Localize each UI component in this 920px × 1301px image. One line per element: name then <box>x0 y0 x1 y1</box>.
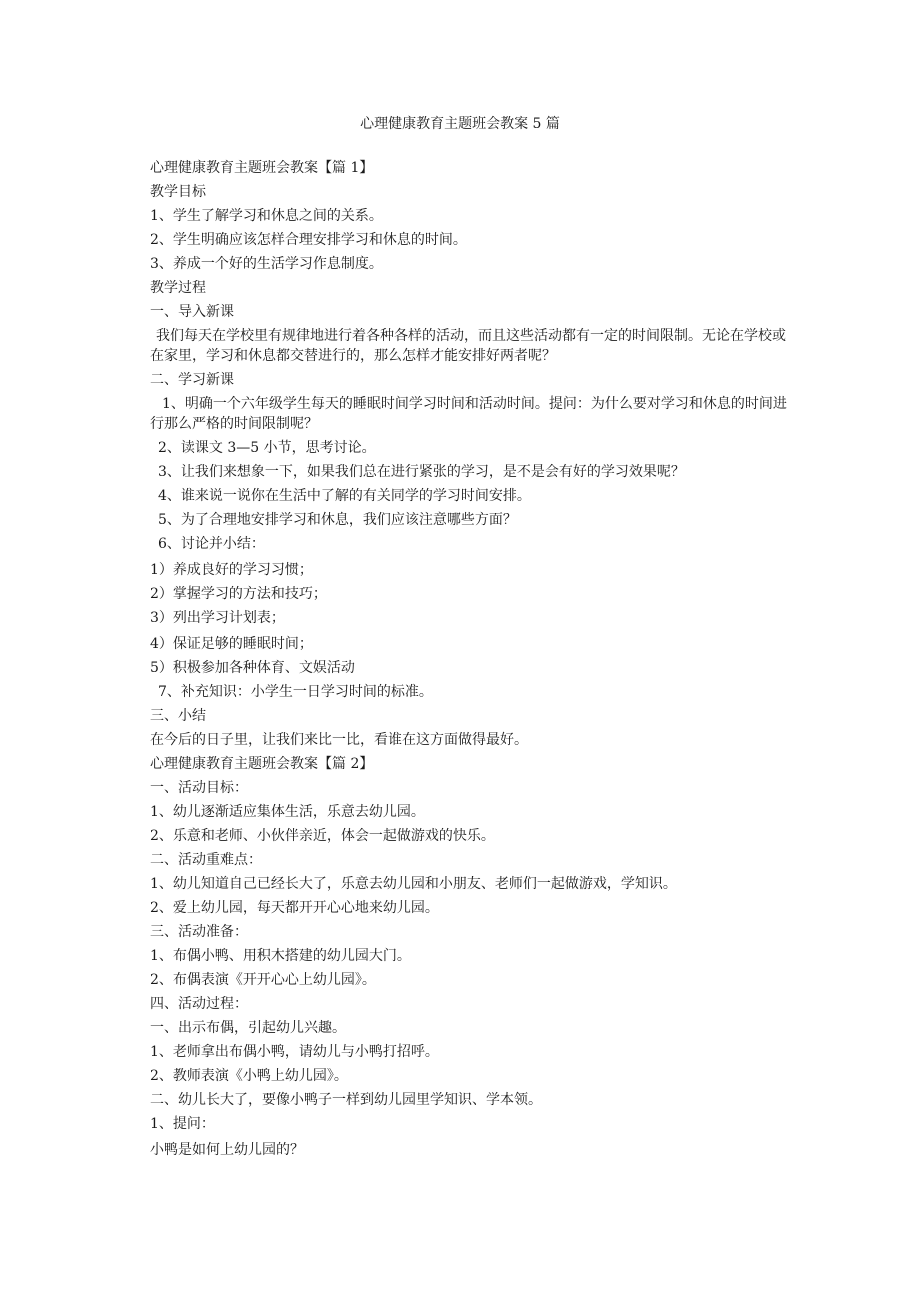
heading-teaching-goals: 教学目标 <box>150 184 206 200</box>
lesson-item-2: 2、读课文 3—5 小节，思考讨论。 <box>158 440 376 456</box>
lesson-item-6: 6、讨论并小结： <box>158 536 265 552</box>
summary-point-5: 5）积极参加各种体育、文娱活动 <box>150 660 355 676</box>
summary-point-1: 1）养成良好的学习习惯； <box>150 562 313 578</box>
activity-goal-2: 2、乐意和老师、小伙伴亲近，体会一起做游戏的快乐。 <box>150 828 495 844</box>
heading-teaching-process: 教学过程 <box>150 280 206 296</box>
goal-item-2: 2、学生明确应该怎样合理安排学习和休息的时间。 <box>150 232 467 248</box>
lesson-item-4: 4、谁来说一说你在生活中了解的有关同学的学习时间安排。 <box>158 488 531 504</box>
lesson-item-5: 5、为了合理地安排学习和休息，我们应该注意哪些方面？ <box>158 512 517 528</box>
heading-activity-goals: 一、活动目标： <box>150 780 248 796</box>
summary-paragraph: 在今后的日子里，让我们来比一比，看谁在这方面做得最好。 <box>150 732 528 748</box>
document-body <box>150 158 790 1164</box>
goal-item-1: 1、学生了解学习和休息之间的关系。 <box>150 208 383 224</box>
heading-intro: 一、导入新课 <box>150 304 234 320</box>
summary-point-3: 3）列出学习计划表； <box>150 610 285 626</box>
process-step-1-item-1: 1、老师拿出布偶小鸭，请幼儿与小鸭打招呼。 <box>150 1044 439 1060</box>
summary-point-2: 2）掌握学习的方法和技巧； <box>150 586 327 602</box>
heading-activity-process: 四、活动过程： <box>150 996 248 1012</box>
process-step-1-item-2: 2、教师表演《小鸭上幼儿园》。 <box>150 1068 348 1084</box>
process-step-1: 一、出示布偶，引起幼儿兴趣。 <box>150 1020 346 1036</box>
section-heading-part2: 心理健康教育主题班会教案【篇 2】 <box>150 756 374 772</box>
lesson-item-7: 7、补充知识：小学生一日学习时间的标准。 <box>158 684 433 700</box>
heading-key-points: 二、活动重难点： <box>150 852 262 868</box>
activity-goal-1: 1、幼儿逐渐适应集体生活，乐意去幼儿园。 <box>150 804 425 820</box>
key-point-2: 2、爱上幼儿园，每天都开开心心地来幼儿园。 <box>150 900 439 916</box>
intro-paragraph: 我们每天在学校里有规律地进行着各种各样的活动，而且这些活动都有一定的时间限制。无论在学校或在家里，学习和休息都交替进行的，那么怎样才能安排好两者呢？ <box>150 328 786 364</box>
document-title: 心理健康教育主题班会教案 5 篇 <box>360 116 560 132</box>
section-heading-part1: 心理健康教育主题班会教案【篇 1】 <box>150 160 374 176</box>
process-step-2-item-1: 1、提问： <box>150 1116 215 1132</box>
preparation-item-2: 2、布偶表演《开开心心上幼儿园》。 <box>150 972 376 988</box>
heading-new-lesson: 二、学习新课 <box>150 372 234 388</box>
lesson-item-1: 1、明确一个六年级学生每天的睡眠时间学习时间和活动时间。提问：为什么要对学习和休息的时间进行那么严格的时间限制呢？ <box>150 396 787 432</box>
question-line: 小鸭是如何上幼儿园的？ <box>150 1142 304 1158</box>
process-step-2: 二、幼儿长大了，要像小鸭子一样到幼儿园里学知识、学本领。 <box>150 1092 542 1108</box>
lesson-item-3: 3、让我们来想象一下，如果我们总在进行紧张的学习，是不是会有好的学习效果呢？ <box>158 464 685 480</box>
heading-summary: 三、小结 <box>150 708 206 724</box>
preparation-item-1: 1、布偶小鸭、用积木搭建的幼儿园大门。 <box>150 948 411 964</box>
heading-preparation: 三、活动准备： <box>150 924 248 940</box>
summary-point-4: 4）保证足够的睡眠时间； <box>150 636 313 652</box>
key-point-1: 1、幼儿知道自己已经长大了，乐意去幼儿园和小朋友、老师们一起做游戏，学知识。 <box>150 876 677 892</box>
goal-item-3: 3、养成一个好的生活学习作息制度。 <box>150 256 383 272</box>
